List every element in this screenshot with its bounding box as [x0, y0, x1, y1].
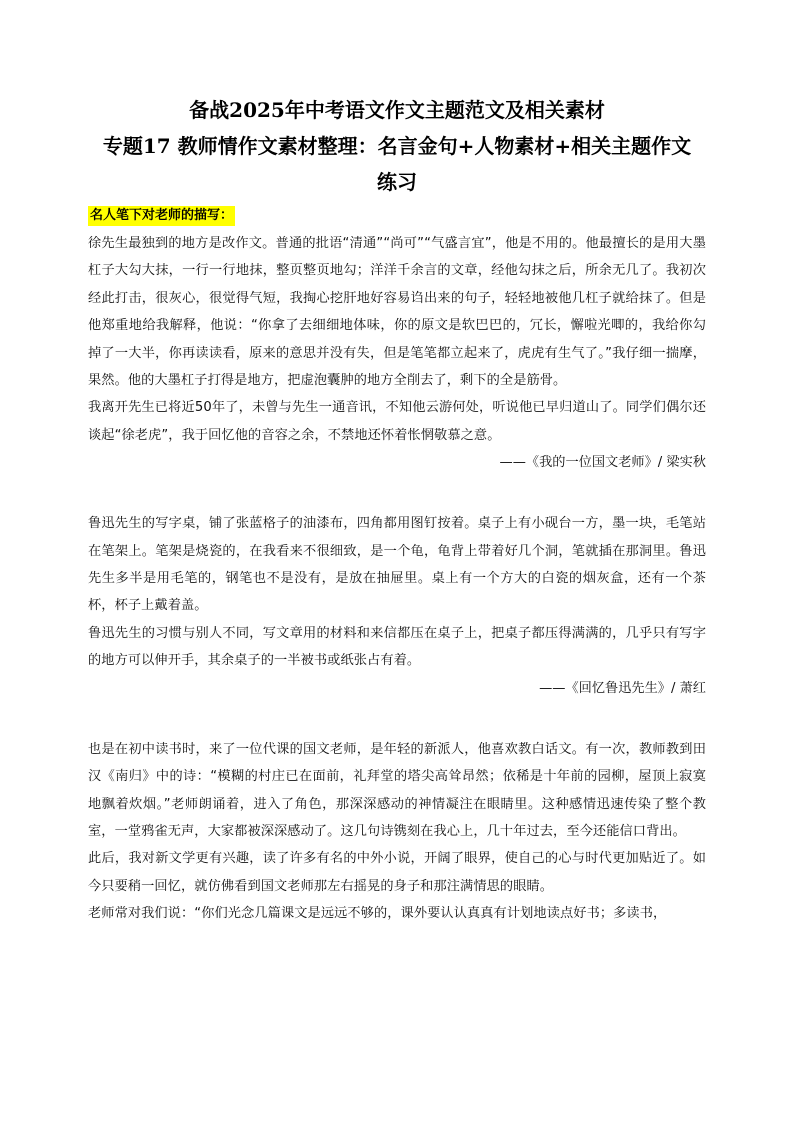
title-line-3: 练习: [377, 170, 417, 194]
excerpt-2-source: ——《回忆鲁迅先生》/ 萧红: [539, 680, 706, 696]
excerpt-3-paragraph-3: 老师常对我们说：“你们光念几篇课文是远远不够的，课外要认认真真有计划地读点好书；多读书，: [88, 906, 667, 922]
excerpt-1-source: ——《我的一位国文老师》/ 梁实秋: [499, 455, 706, 471]
title-line-1: 备战2025年中考语文作文主题范文及相关素材: [189, 98, 605, 122]
excerpt-2: [88, 510, 706, 701]
excerpt-2-paragraph-2: 鲁迅先生的习惯与别人不同，写文章用的材料和来信都压在桌子上，把桌子都压得满满的，几乎只有写字的地方可以伸开手，其余桌子的一半被书或纸张占有着。: [88, 625, 706, 669]
excerpt-2-paragraph-1: 鲁迅先生的写字桌，铺了张蓝格子的油漆布，四角都用图钉按着。桌子上有小砚台一方，墨一块，毛笔站在笔架上。笔架是烧瓷的，在我看来不很细致，是一个龟，龟背上带着好几个洞，笔就插在那洞里。鲁迅先生多半是用毛笔的，钢笔也不是没有，是放在抽屉里。桌上有一个方大的白瓷的烟灰盒，还有一个茶杯，杯子上戴着盖。: [88, 516, 706, 614]
excerpt-3: [88, 736, 706, 928]
excerpt-1-paragraph-1: 徐先生最独到的地方是改作文。普通的批语“清通”“尚可”“气盛言宜”，他是不用的。他最擅长的是用大墨杠子大勾大抹，一行一行地抹，整页整页地勾；洋洋千余言的文章，经他勾抹之后，所余无几了。我初次经此打击，很灰心，很觉得气短，我掏心挖肝地好容易诌出来的句子，轻轻地被他几杠子就给抹了。但是他郑重地给我解释，他说：“你拿了去细细地体味，你的原文是软巴巴的，冗长，懈啦光唧的，我给你勾掉了一大半，你再读读看，原来的意思并没有失，但是笔笔都立起来了，虎虎有生气了。”我仔细一揣摩，果然。他的大墨杠子打得是地方，把虚泡囊肿的地方全削去了，剩下的全是筋骨。: [88, 236, 706, 389]
spacer: [88, 702, 706, 736]
excerpt-1: [88, 230, 706, 476]
section-label: 名人笔下对老师的描写：: [88, 206, 235, 226]
spacer: [88, 476, 706, 510]
excerpt-3-paragraph-2: 此后，我对新文学更有兴趣，读了许多有名的中外小说，开阔了眼界，使自己的心与时代更加贴近了。如今只要稍一回忆，就仿佛看到国文老师那左右摇晃的身子和那注满情思的眼睛。: [88, 851, 706, 894]
title-line-2: 专题17 教师情作文素材整理：名言金句+人物素材+相关主题作文: [102, 134, 692, 158]
excerpt-3-paragraph-1: 也是在初中读书时，来了一位代课的国文老师，是年轻的新派人，他喜欢教白话文。有一次，教师教到田汉《南归》中的诗：“模糊的村庄已在面前，礼拜堂的塔尖高耸昂然；依稀是十年前的园柳，屋顶上寂寞地飘着炊烟。”老师朗诵着，进入了角色，那深深感动的神情凝注在眼睛里。这种感情迅速传染了整个教室，一堂鸦雀无声，大家都被深深感动了。这几句诗镌刻在我心上，几十年过去，至今还能信口背出。: [88, 741, 706, 839]
excerpt-1-paragraph-2: 我离开先生已将近50年了，未曾与先生一通音讯，不知他云游何处，听说他已早归道山了。同学们偶尔还谈起“徐老虎”，我于回忆他的音容之余，不禁地还怀着怅惘敬慕之意。: [88, 400, 706, 443]
section-label-wrapper: [88, 204, 706, 230]
